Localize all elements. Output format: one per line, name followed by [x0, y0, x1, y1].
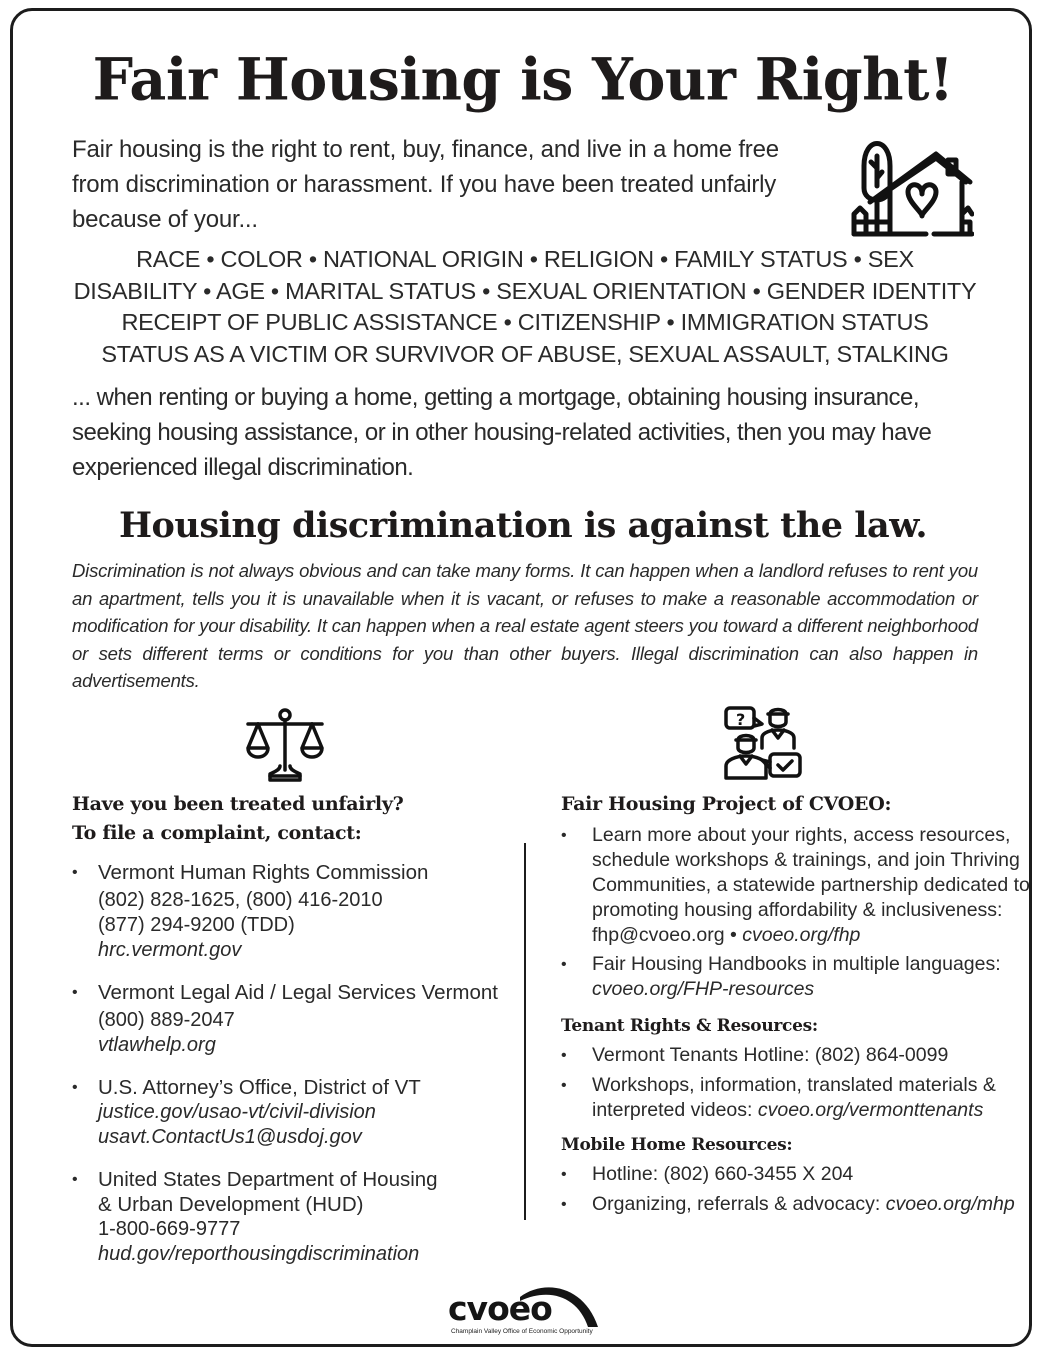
people-conversation-icon	[722, 704, 804, 782]
complaint-heading	[72, 790, 512, 848]
complaint-heading-line2: To file a complaint, contact:	[72, 822, 362, 844]
contact-name: Vermont Human Rights Commission	[98, 861, 429, 884]
contact-phone: 1-800-669-9777	[98, 1218, 241, 1240]
tenant-workshops-text: Workshops, information, translated materials & interpreted videos:	[592, 1074, 996, 1121]
contact-name: Vermont Legal Aid / Legal Services Vermont	[98, 981, 498, 1004]
contact-name: United States Department of Housing	[98, 1168, 438, 1191]
separator: •	[724, 924, 743, 946]
tenant-item-workshops	[561, 1073, 1031, 1123]
logo-wordmark: cvoeo	[448, 1289, 552, 1328]
protected-classes-line: STATUS AS A VICTIM OR SURVIVOR OF ABUSE, SEXUAL ASSAULT, STALKING	[101, 340, 949, 367]
bullet-icon: •	[72, 984, 78, 1001]
tenant-item-hotline	[561, 1043, 1031, 1068]
fhp-item-learn	[561, 823, 1031, 948]
section-heading-law: Housing discrimination is against the law.	[118, 505, 928, 546]
mobile-link[interactable]: cvoeo.org/mhp	[885, 1193, 1015, 1215]
contact-link[interactable]: vtlawhelp.org	[98, 1034, 216, 1056]
protected-classes-list	[30, 244, 1020, 370]
svg-text:?: ?	[736, 710, 746, 729]
contact-phone: (877) 294-9200 (TDD)	[98, 914, 295, 936]
protected-classes-line: RECEIPT OF PUBLIC ASSISTANCE • CITIZENSHIP • IMMIGRATION STATUS	[121, 309, 929, 335]
complaint-heading-line1: Have you been treated unfairly?	[72, 793, 404, 815]
contact-email[interactable]: usavt.ContactUs1@usdoj.gov	[98, 1126, 362, 1148]
mobile-advocacy-text: Organizing, referrals & advocacy:	[592, 1193, 886, 1215]
protected-classes-line: RACE • COLOR • NATIONAL ORIGIN • RELIGION • FAMILY STATUS • SEX	[136, 246, 914, 272]
bullet-icon: •	[561, 956, 567, 973]
intro-paragraph: Fair housing is the right to rent, buy, finance, and live in a home free from discrimination or harassment. If you have been treated unfairly because of your...	[72, 136, 779, 233]
contact-phone: (802) 828-1625, (800) 416-2010	[98, 889, 383, 911]
protected-classes-line: DISABILITY • AGE • MARITAL STATUS • SEXUAL ORIENTATION • GENDER IDENTITY	[73, 277, 977, 304]
cvoeo-resources-section	[561, 790, 1031, 1217]
bullet-icon: •	[561, 1047, 567, 1064]
handbooks-link[interactable]: cvoeo.org/FHP-resources	[592, 978, 815, 1000]
fhp-item-text: Learn more about your rights, access resources, schedule workshops & trainings, and join Thriving Communities, a statewide partnership dedicated to promoting housing affordability & inclusiveness:	[592, 824, 1030, 921]
page-title: Fair Housing is Your Right!	[92, 45, 954, 114]
fhp-link[interactable]: cvoeo.org/fhp	[742, 924, 861, 946]
cvoeo-logo	[448, 1283, 600, 1343]
contact-hud	[72, 1167, 512, 1267]
house-heart-icon	[850, 126, 974, 238]
mobile-item-hotline	[561, 1162, 1031, 1187]
fhp-item-text: Fair Housing Handbooks in multiple languages:	[592, 953, 1001, 975]
mobile-hotline-text: Hotline: (802) 660-3455 X 204	[592, 1163, 854, 1185]
contact-vhrc	[72, 860, 512, 963]
column-divider	[524, 843, 526, 1220]
bullet-icon: •	[561, 1077, 567, 1094]
bullet-icon: •	[561, 1166, 567, 1183]
scales-of-justice-icon	[244, 706, 326, 782]
fhp-heading: Fair Housing Project of CVOEO:	[561, 793, 892, 815]
contact-link[interactable]: hud.gov/reporthousingdiscrimination	[98, 1243, 420, 1265]
contact-phone: (800) 889-2047	[98, 1009, 235, 1031]
bullet-icon: •	[72, 1171, 78, 1188]
mobile-item-advocacy	[561, 1192, 1031, 1217]
bullet-icon: •	[72, 864, 78, 881]
contact-name: & Urban Development (HUD)	[98, 1193, 364, 1216]
mobile-home-heading: Mobile Home Resources:	[561, 1135, 793, 1155]
bullet-icon: •	[561, 1196, 567, 1213]
complaint-contacts-section	[72, 790, 512, 1267]
tenant-link[interactable]: cvoeo.org/vermonttenants	[757, 1099, 984, 1121]
explanation-paragraph: Discrimination is not always obvious and can take many forms. It can happen when a landlord refuses to rent you an apartment, tells you it is unavailable when it is vacant, or refuses to make a reasonable accommodation or modification for your disability. It can happen when a real estate agent steers you toward a different neighborhood or sets different terms or conditions for you than other buyers. Illegal discrimination can also happen in advertisements.	[72, 560, 978, 692]
tenant-heading: Tenant Rights & Resources:	[561, 1016, 818, 1036]
contact-link[interactable]: justice.gov/usao-vt/civil-division	[98, 1101, 376, 1123]
fhp-email[interactable]: fhp@cvoeo.org	[592, 924, 725, 946]
contact-link[interactable]: hrc.vermont.gov	[98, 939, 242, 961]
contact-legal-aid	[72, 980, 512, 1058]
bullet-icon: •	[561, 827, 567, 844]
logo-tagline: Champlain Valley Office of Economic Opportunity	[451, 1328, 593, 1335]
contact-us-attorney	[72, 1075, 512, 1150]
fhp-item-handbooks	[561, 952, 1031, 1002]
bullet-icon: •	[72, 1079, 78, 1096]
contact-name: U.S. Attorney’s Office, District of VT	[98, 1076, 421, 1099]
when-paragraph: ... when renting or buying a home, getting a mortgage, obtaining housing insurance, seeking housing assistance, or in other housing-related activities, then you may have experienced illegal discrimination.	[72, 384, 932, 481]
tenant-hotline-text: Vermont Tenants Hotline: (802) 864-0099	[592, 1044, 949, 1066]
